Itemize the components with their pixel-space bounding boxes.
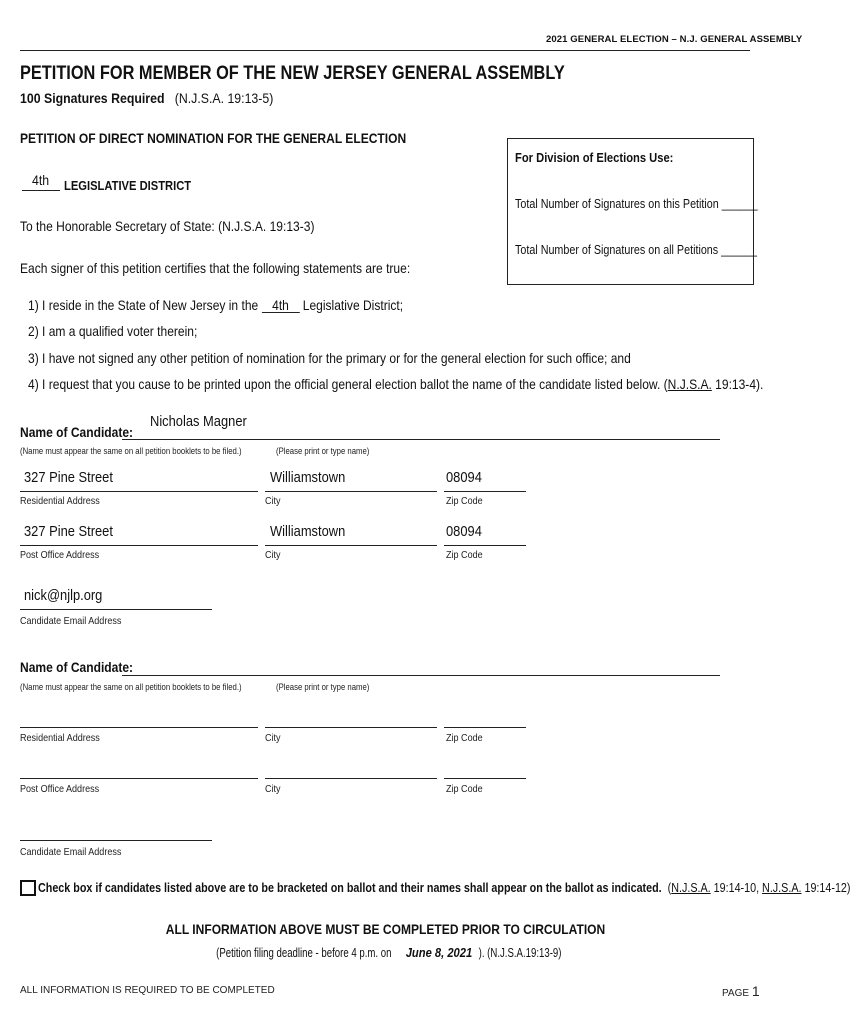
filing-deadline-text [202, 945, 569, 960]
district-field-line [22, 190, 60, 191]
city-label: City [265, 783, 281, 795]
candidate-1-name-line [122, 439, 720, 440]
bracket-statute-a: N.J.S.A. [671, 881, 711, 895]
signatures-statute: (N.J.S.A. 19:13-5) [174, 90, 274, 106]
district-field[interactable]: 4th [32, 172, 50, 188]
candidate-1-residential-zip-field[interactable]: 08094 [446, 469, 482, 486]
signatures-required [20, 90, 273, 106]
post-office-address-label: Post Office Address [20, 549, 100, 561]
total-signatures-this-petition: Total Number of Signatures on this Petition ______ [515, 197, 758, 211]
election-tag: 2021 GENERAL ELECTION – N.J. GENERAL ASSEMBLY [546, 34, 803, 45]
statement-1-prefix: 1) I reside in the State of New Jersey in the [28, 297, 259, 313]
page-number [722, 983, 760, 999]
candidate-2-same-note: (Name must appear the same on all petition booklets to be filed.) [20, 682, 242, 692]
candidate-2-po-city-field[interactable] [265, 778, 437, 779]
bracket-statute-b: N.J.S.A. [762, 881, 802, 895]
bracket-statute-b-num: 19:14-12) [801, 881, 851, 895]
statement-1-district-field[interactable]: 4th [262, 298, 300, 313]
candidate-email-label: Candidate Email Address [20, 615, 122, 627]
po-city-line [265, 545, 437, 546]
candidate-2-email-field[interactable] [20, 840, 212, 841]
statement-2: 2) I am a qualified voter therein; [28, 323, 198, 339]
to-secretary: To the Honorable Secretary of State: (N.J.S.A. 19:13-3) [20, 218, 315, 234]
candidate-1-po-address-field[interactable]: 327 Pine Street [24, 523, 113, 540]
statement-4 [28, 376, 763, 392]
page-label: PAGE [722, 988, 750, 999]
po-zip-line [444, 545, 526, 546]
direct-nomination-heading: PETITION OF DIRECT NOMINATION FOR THE GENERAL ELECTION [20, 130, 407, 146]
statement-4-text: 4) I request that you cause to be printed upon the official general election ballot the name of the candidate listed below. ( [28, 376, 668, 392]
zip-code-label: Zip Code [446, 732, 483, 744]
statement-1-suffix: Legislative District; [302, 297, 404, 313]
zip-code-label: Zip Code [446, 495, 483, 507]
residential-zip-line [444, 491, 526, 492]
bracket-checkbox[interactable] [20, 880, 36, 896]
district-label: LEGISLATIVE DISTRICT [64, 178, 192, 193]
all-info-text: ALL INFORMATION ABOVE MUST BE COMPLETED PRIOR TO CIRCULATION [165, 921, 605, 937]
candidate-2-label: Name of Candidate: [20, 659, 134, 675]
candidate-email-label: Candidate Email Address [20, 846, 122, 858]
residential-address-line [20, 491, 258, 492]
residential-address-label: Residential Address [20, 495, 100, 507]
candidate-1-same-note: (Name must appear the same on all petition booklets to be filed.) [20, 446, 242, 456]
candidate-2-name-line[interactable] [122, 675, 720, 676]
post-office-address-label: Post Office Address [20, 783, 100, 795]
city-label: City [265, 495, 281, 507]
residential-address-label: Residential Address [20, 732, 100, 744]
po-address-line [20, 545, 258, 546]
all-info-notice [0, 921, 770, 937]
deadline-prefix: (Petition filing deadline - before 4 p.m. on [215, 945, 392, 960]
candidate-1-po-zip-field[interactable]: 08094 [446, 523, 482, 540]
candidate-2-po-zip-field[interactable] [444, 778, 526, 779]
required-note: ALL INFORMATION IS REQUIRED TO BE COMPLETED [20, 985, 275, 996]
statement-1 [28, 297, 403, 313]
statement-4-statute: N.J.S.A. [667, 376, 712, 392]
candidate-2-residential-city-field[interactable] [265, 727, 437, 728]
city-label: City [265, 549, 281, 561]
candidate-2-print-note: (Please print or type name) [276, 682, 370, 692]
zip-code-label: Zip Code [446, 549, 483, 561]
deadline-suffix: ). (N.J.S.A.19:13-9) [478, 945, 562, 960]
residential-city-line [265, 491, 437, 492]
bracket-statute-a-num: 19:14-10, [710, 881, 763, 895]
candidate-1-residential-city-field[interactable]: Williamstown [270, 469, 346, 486]
candidate-1-name-field[interactable]: Nicholas Magner [150, 413, 247, 430]
candidate-2-po-address-field[interactable] [20, 778, 258, 779]
signatures-required-label: 100 Signatures Required [20, 90, 165, 106]
deadline-date: June 8, 2021 [405, 945, 473, 960]
bracket-statement: Check box if candidates listed above are to be bracketed on ballot and their names shall appear on the ballot as indicated. (N.J.S.A. 19:14-10, N.J.S.A. 19:14-12) [38, 881, 851, 895]
certifies-statement: Each signer of this petition certifies that the following statements are true: [20, 260, 411, 276]
statement-3: 3) I have not signed any other petition of nomination for the primary or for the general election for such office; and [28, 350, 631, 366]
city-label: City [265, 732, 281, 744]
candidate-2-residential-address-field[interactable] [20, 727, 258, 728]
statement-4-end: 19:13-4). [711, 376, 764, 392]
candidate-1-po-city-field[interactable]: Williamstown [270, 523, 346, 540]
header-divider [20, 50, 750, 51]
candidate-1-email-field[interactable]: nick@njlp.org [24, 587, 103, 604]
candidate-1-label: Name of Candidate: [20, 424, 134, 440]
filing-deadline [0, 945, 770, 960]
zip-code-label: Zip Code [446, 783, 483, 795]
total-signatures-all-petitions: Total Number of Signatures on all Petitions ______ [515, 243, 758, 257]
candidate-1-print-note: (Please print or type name) [276, 446, 370, 456]
candidate-2-residential-zip-field[interactable] [444, 727, 526, 728]
division-box-title: For Division of Elections Use: [515, 150, 674, 165]
email-line [20, 609, 212, 610]
page-title: PETITION FOR MEMBER OF THE NEW JERSEY GENERAL ASSEMBLY [20, 63, 565, 84]
bracket-text: Check box if candidates listed above are to be bracketed on ballot and their names shall appear on the ballot as indicated. [38, 881, 662, 895]
page-number-value: 1 [751, 983, 760, 999]
candidate-1-residential-address-field[interactable]: 327 Pine Street [24, 469, 113, 486]
